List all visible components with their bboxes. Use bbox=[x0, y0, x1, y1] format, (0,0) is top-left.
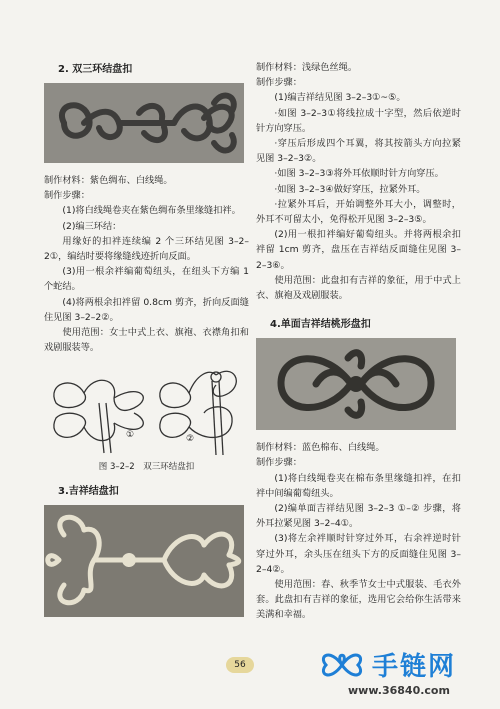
s2-step-3: (3)用一根余袢编葡萄纽头，在纽头下方编 1 个蛇结。 bbox=[44, 266, 249, 293]
s4-materials: 制作材料：蓝色棉布、白线绳。 bbox=[256, 442, 385, 454]
s4-step-1: (1)将白线绳卷夹在棉布条里缘缝扣袢，在扣袢中间编葡萄纽头。 bbox=[256, 472, 461, 499]
s4-step-2: (2)编单面吉祥结见图 3–2–3 ①–② 步骤，将外耳拉紧见图 3–2–4①。 bbox=[256, 503, 461, 530]
s4-steps-heading: 制作步骤： bbox=[256, 457, 302, 469]
double-triple-ring-knot-photo bbox=[44, 83, 244, 163]
section-2-title: 2. 双三环结盘扣 bbox=[58, 64, 133, 75]
s2-step-4: (4)将两根余扣袢留 0.8cm 剪齐，折向反面缝住见图 3–2–2②。 bbox=[44, 296, 249, 323]
s3-steps-heading: 制作步骤： bbox=[256, 77, 302, 89]
s2-step-2-detail: 用缘好的扣袢连续编 2 个三环结见图 3–2–2①，编结时要将缘缝线迹折向反面。 bbox=[44, 235, 249, 263]
dark-knot-illustration bbox=[44, 83, 244, 163]
section-3-title: 3.吉祥结盘扣 bbox=[58, 486, 119, 498]
s3-step-1: (1)编吉祥结见图 3–2–3①~⑤。 bbox=[274, 92, 406, 104]
knot-line-drawing bbox=[44, 363, 249, 458]
figure-num-1: ① bbox=[126, 430, 135, 441]
s2-materials: 制作材料：紫色绸布、白线绳。 bbox=[44, 175, 173, 186]
s3-step-1-b: ·穿压后形成四个耳翼，将其按箭头方向拉紧见图 3–2–3②。 bbox=[256, 138, 461, 165]
left-column bbox=[44, 60, 249, 627]
s2-step-1: (1)将白线绳卷夹在紫色绸布条里缘缝扣袢。 bbox=[62, 205, 241, 217]
watermark-brand: 手链网 bbox=[372, 652, 457, 682]
s4-step-3: (3)将左余袢顺时针穿过外耳，右余袢逆时针穿过外耳，余头压在纽头下方的反面缝住见图 3–2–4②。 bbox=[256, 533, 461, 575]
s3-step-1-e: ·拉紧外耳后，开始调整外耳大小，调整时，外耳不可留太小，免得松开见图 3–2–3⑤。 bbox=[256, 198, 461, 226]
s3-usage: 使用范围：此盘扣有吉祥的象征，用于中式上衣、旗袍及戏剧服装。 bbox=[256, 274, 461, 302]
peach-knot-illustration bbox=[256, 338, 456, 430]
light-knot-illustration bbox=[44, 505, 244, 617]
s3-step-1-d: ·如图 3–2–3④做好穿压，拉紧外耳。 bbox=[274, 183, 426, 195]
watermark-url: www.36840.com bbox=[348, 684, 450, 697]
s3-step-1-c: ·如图 3–2–3③将外耳依顺时针方向穿压。 bbox=[274, 168, 444, 180]
figure-num-2: ② bbox=[186, 434, 195, 445]
section-4-title: 4.单面吉祥结桃形盘扣 bbox=[270, 319, 371, 331]
peach-knot-photo bbox=[256, 338, 456, 430]
site-watermark bbox=[312, 640, 492, 702]
s2-steps-heading: 制作步骤： bbox=[44, 190, 90, 202]
auspicious-knot-photo bbox=[44, 505, 244, 617]
knot-diagram-figure bbox=[44, 363, 249, 458]
s3-step-2: (2)用一根扣袢编好葡萄纽头。并将两根余扣袢留 1cm 剪齐，盘压在吉祥结反面缝住见图 3–2–3⑥。 bbox=[256, 229, 461, 271]
s4-usage: 使用范围：春、秋季节女士中式服装、毛衣外套。此盘扣有吉祥的象征，选用它会给你生活带来美满和幸福。 bbox=[256, 579, 461, 621]
right-column bbox=[256, 60, 461, 623]
s2-usage: 使用范围：女士中式上衣、旗袍、衣襟角扣和戏剧服装等。 bbox=[44, 327, 249, 354]
s3-step-1-a: ·如图 3–2–3①将线拉成十字型，然后依逆时针方向穿压。 bbox=[256, 107, 461, 134]
knot-logo-icon bbox=[316, 642, 368, 688]
s2-step-2: (2)编三环结： bbox=[62, 220, 122, 232]
figure-caption: 图 3–2–2 双三环结盘扣 bbox=[98, 462, 195, 473]
page-number: 56 bbox=[226, 657, 254, 673]
s3-materials: 制作材料：浅绿色丝绳。 bbox=[256, 62, 358, 73]
